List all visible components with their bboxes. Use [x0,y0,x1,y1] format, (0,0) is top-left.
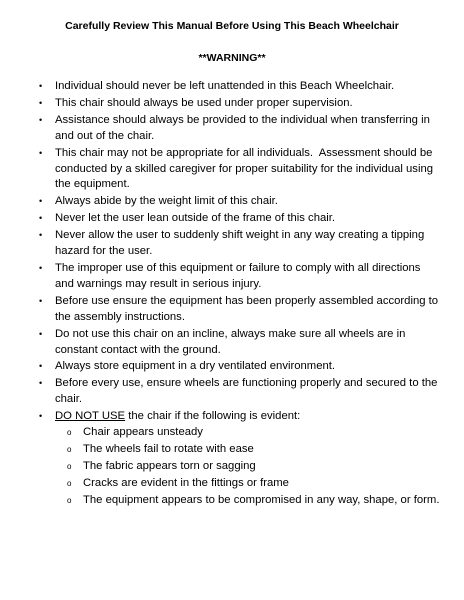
sub-list-item [55,425,440,441]
warning-item-text: Before every use, ensure wheels are functioning properly and secured to the chair. [55,377,438,406]
sub-list-item [55,493,440,509]
warning-item-text: Always abide by the weight limit of this chair. [55,195,278,208]
warning-item [0,146,464,194]
warning-item [0,211,464,227]
warning-item [0,228,464,260]
warning-item-text: Always store equipment in a dry ventilated environment. [55,360,336,373]
bullet-icon: • [39,97,43,108]
bullet-icon: • [39,196,43,207]
bullet-icon: • [39,230,43,241]
bullet-icon: • [39,81,43,91]
do-not-use-emphasis: DO NOT USE [55,410,126,423]
document-title: Carefully Review This Manual Before Using This Beach Wheelchair [65,20,399,32]
warning-item [0,294,464,326]
sub-list-item [55,442,440,458]
bullet-icon: • [39,361,43,372]
bullet-icon: • [39,295,43,306]
warning-item [0,261,464,293]
sub-list-item-text: Cracks are evident in the fittings or frame [83,476,289,489]
sub-list-item-text: The equipment appears to be compromised in any way, shape, or form. [83,493,440,506]
warning-item-text: The improper use of this equipment or failure to comply with all directions and warnings may result in serious injury. [55,261,421,290]
sub-list-item-text: The fabric appears torn or sagging [83,459,256,472]
sub-list-item-text: Chair appears unsteady [83,426,203,439]
do-not-use-text: the chair if the following is evident: [125,410,301,423]
bullet-icon: • [39,328,43,339]
warning-item [0,359,464,375]
warning-list [0,79,464,510]
sub-list-item [55,476,440,492]
bullet-icon: • [39,114,43,125]
sub-list-item-text: The wheels fail to rotate with ease [83,442,254,455]
bullet-icon: • [39,262,43,273]
warning-item-text: Never let the user lean outside of the frame of this chair. [55,212,336,225]
warning-item [0,113,464,145]
warning-item [0,79,464,95]
bullet-icon: • [39,411,43,422]
warning-item-text: Do not use this chair on an incline, always make sure all wheels are in constant contact with the ground. [55,327,406,356]
warning-item-text: Assistance should always be provided to the individual when transferring in and out of the chair. [55,113,430,142]
warning-item [0,194,464,210]
warning-item-text: Before use ensure the equipment has been properly assembled according to the assembly instructions. [55,294,439,323]
circle-bullet-icon: o [67,428,72,438]
circle-bullet-icon: o [67,495,72,505]
bullet-icon: • [39,147,43,158]
circle-bullet-icon: o [67,444,72,454]
warning-item [0,376,464,408]
warning-item [0,96,464,112]
warning-item-text: This chair should always be used under proper supervision. [55,96,353,109]
bullet-icon: • [39,378,43,389]
do-not-use-sublist [55,425,440,509]
circle-bullet-icon: o [67,478,72,488]
sub-list-item [55,459,440,475]
warning-item-text: Individual should never be left unattended in this Beach Wheelchair. [55,80,395,92]
warning-heading: **WARNING** [198,52,266,64]
warning-item [0,327,464,359]
warning-item-text: This chair may not be appropriate for all individuals. Assessment should be conducted by a skilled caregiver for proper suitability for the individual using the equipment. [55,146,437,191]
do-not-use-item [0,409,464,508]
circle-bullet-icon: o [67,461,72,471]
bullet-icon: • [39,213,43,224]
warning-item-text: Never allow the user to suddenly shift weight in any way creating a tipping hazard for the user. [55,229,425,258]
